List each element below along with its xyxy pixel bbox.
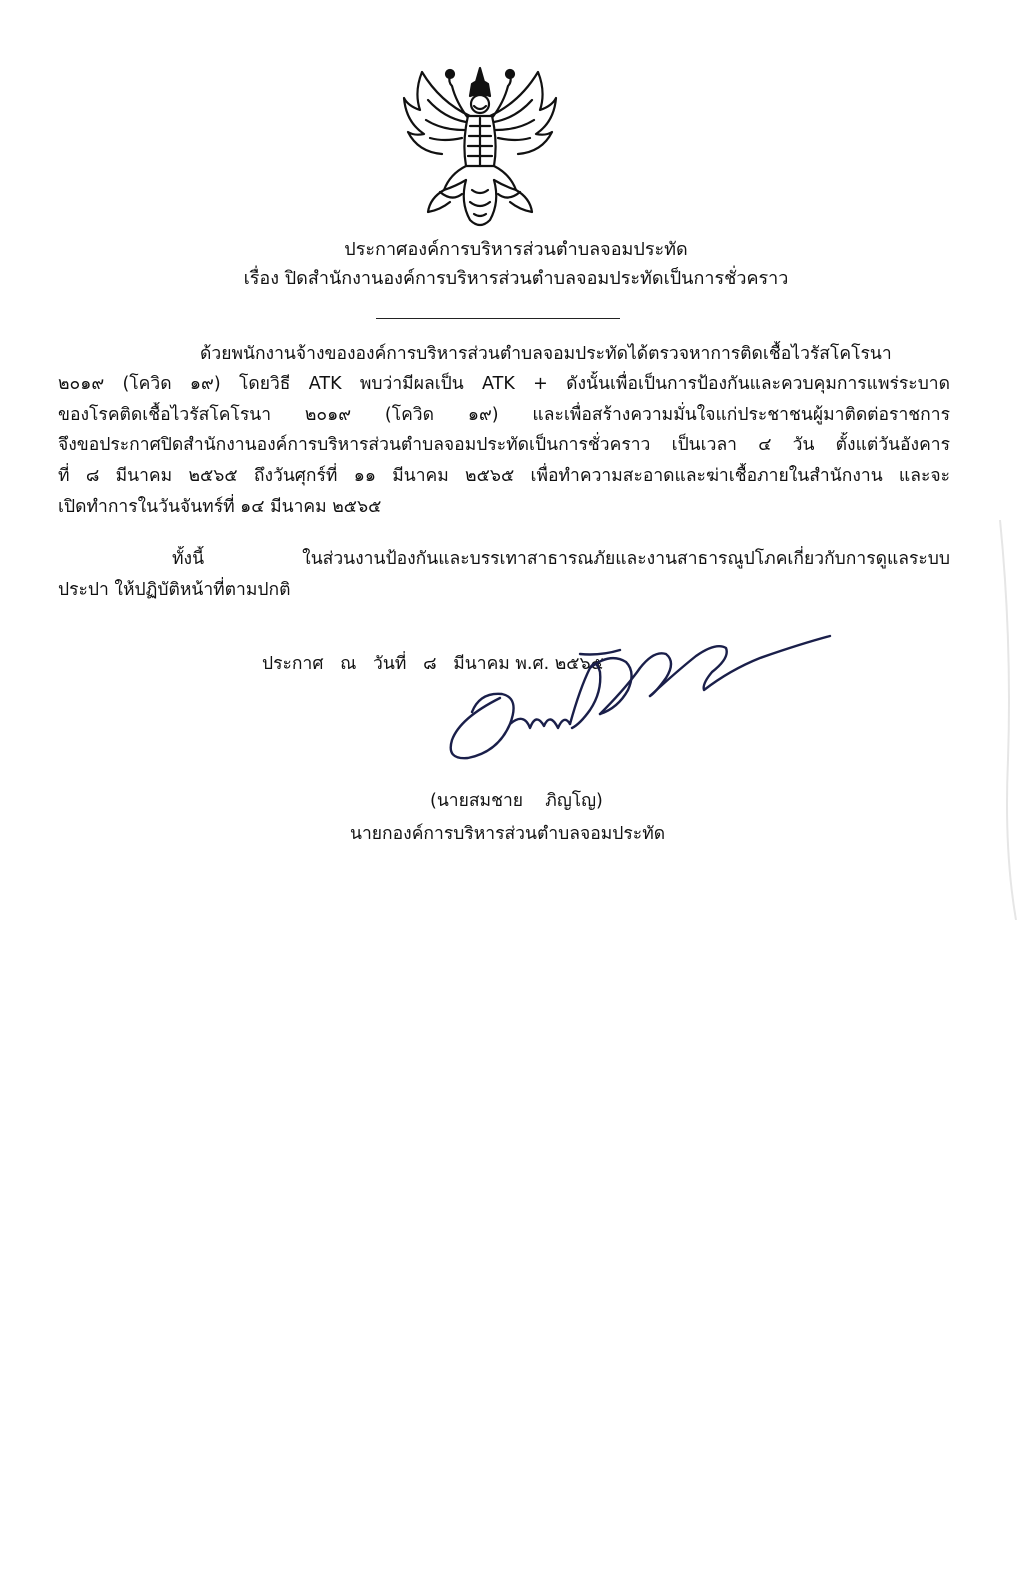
paragraph-1-line-3: ของโรคติดเชื้อไวรัสโคโรนา ๒๐๑๙ (โควิด ๑๙) และเพื่อสร้างความมั่นใจแก่ประชาชนผู้มาติดต่อราชการ xyxy=(58,405,950,425)
paragraph-2-line-2: ประปา ให้ปฏิบัติหน้าที่ตามปกติ xyxy=(58,580,291,600)
signer-name: (นายสมชาย ภิญโญ) xyxy=(430,791,603,811)
announcement-date: ประกาศ ณ วันที่ ๘ มีนาคม พ.ศ. ๒๕๖๕ xyxy=(262,654,604,674)
paragraph-2-line-1: ทั้งนี้ ในส่วนงานป้องกันและบรรเทาสาธารณภัยและงานสาธารณูปโภคเกี่ยวกับการดูแลระบบ xyxy=(172,549,950,569)
scan-edge-mark xyxy=(960,520,1020,920)
handwritten-signature-icon xyxy=(440,628,840,778)
title-divider xyxy=(376,318,620,319)
paragraph-1-line-4: จึงขอประกาศปิดสำนักงานองค์การบริหารส่วนตำบลจอมประทัดเป็นการชั่วคราว เป็นเวลา ๔ วัน ตั้งแต่วันอังคาร xyxy=(58,435,950,455)
garuda-emblem-icon xyxy=(400,62,560,234)
signer-position: นายกองค์การบริหารส่วนตำบลจอมประทัด xyxy=(350,824,666,844)
paragraph-1-line-5: ที่ ๘ มีนาคม ๒๕๖๕ ถึงวันศุกร์ที่ ๑๑ มีนาคม ๒๕๖๕ เพื่อทำความสะอาดและฆ่าเชื้อภายในสำนักงาน และจะ xyxy=(58,466,950,486)
paragraph-1-line-6: เปิดทำการในวันจันทร์ที่ ๑๔ มีนาคม ๒๕๖๕ xyxy=(58,497,382,517)
paragraph-1-line-2: ๒๐๑๙ (โควิด ๑๙) โดยวิธี ATK พบว่ามีผลเป็น ATK + ดังนั้นเพื่อเป็นการป้องกันและควบคุมการแพร่ระบาด xyxy=(58,374,950,394)
paragraph-1-line-1: ด้วยพนักงานจ้างขององค์การบริหารส่วนตำบลจอมประทัดได้ตรวจหาการติดเชื้อไวรัสโคโรนา xyxy=(200,344,892,364)
announcement-subject: เรื่อง ปิดสำนักงานองค์การบริหารส่วนตำบลจอมประทัดเป็นการชั่วคราว xyxy=(243,268,789,289)
announcement-title: ประกาศองค์การบริหารส่วนตำบลจอมประทัด xyxy=(344,239,688,260)
